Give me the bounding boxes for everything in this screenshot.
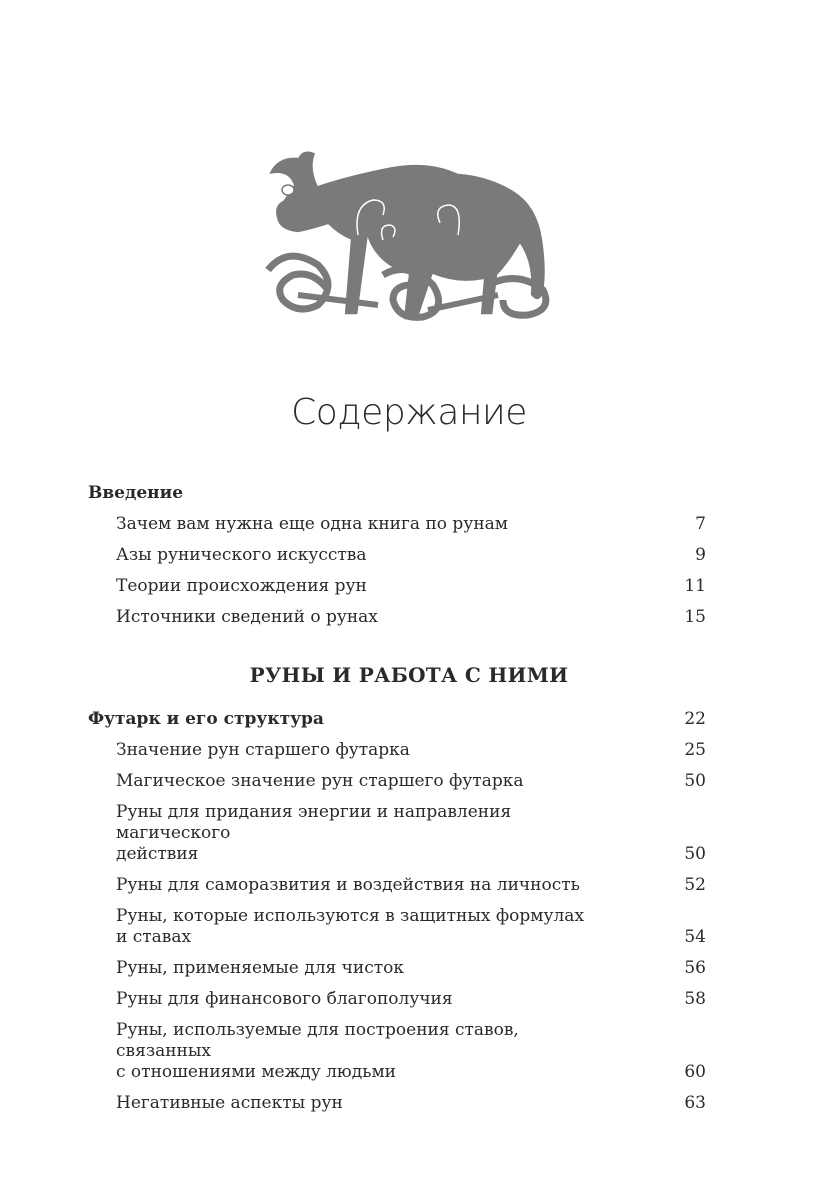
toc-item-page: 63 xyxy=(684,1093,706,1113)
toc-item[interactable] xyxy=(88,545,706,566)
toc-item-label-line2: с отношениями между людьми xyxy=(116,1062,397,1082)
toc-item-page: 11 xyxy=(684,576,706,596)
toc-item-label: Зачем вам нужна еще одна книга по рунам xyxy=(116,514,509,534)
toc-item-label-line1: Руны, которые используются в защитных формулах xyxy=(116,906,585,926)
toc-section-part xyxy=(88,709,706,1114)
toc-item-label: Руны, применяемые для чисток xyxy=(116,958,405,978)
toc-item-label: Значение рун старшего футарка xyxy=(116,740,410,760)
toc-chapter-label: Футарк и его структура xyxy=(88,709,324,729)
toc-item[interactable] xyxy=(88,906,706,948)
toc-item[interactable] xyxy=(88,1093,706,1114)
toc-item-page: 25 xyxy=(684,740,706,760)
toc-item-page: 50 xyxy=(684,844,706,864)
toc-item-label-wrap xyxy=(116,906,666,948)
toc-chapter-page: 22 xyxy=(684,709,706,729)
toc-item-label: Теории происхождения рун xyxy=(116,576,367,596)
toc-item[interactable] xyxy=(88,802,706,865)
toc-item-page: 15 xyxy=(684,607,706,627)
toc-item[interactable] xyxy=(88,576,706,597)
toc-item-page: 60 xyxy=(684,1062,706,1082)
toc-item-label: Источники сведений о рунах xyxy=(116,607,378,627)
toc-item[interactable] xyxy=(88,1020,706,1083)
toc-chapter-heading[interactable] xyxy=(88,483,706,504)
toc-item-page: 56 xyxy=(684,958,706,978)
toc-item-label: Азы рунического искусства xyxy=(116,545,367,565)
toc-item[interactable] xyxy=(88,740,706,761)
page-title: Содержание xyxy=(291,392,527,433)
toc-item-page: 7 xyxy=(695,514,706,534)
toc-item-label-line2: действия xyxy=(116,844,199,864)
toc-item-page: 52 xyxy=(684,875,706,895)
toc-item[interactable] xyxy=(88,514,706,535)
toc-chapter-label: Введение xyxy=(88,483,184,503)
toc-item-label: Руны для финансового благополучия xyxy=(116,989,453,1009)
toc-item-label-wrap xyxy=(116,802,666,865)
toc-item-label: Негативные аспекты рун xyxy=(116,1093,343,1113)
toc-item[interactable] xyxy=(88,607,706,628)
celtic-bull-illustration xyxy=(258,145,558,340)
toc-item-label: Магическое значение рун старшего футарка xyxy=(116,771,524,791)
toc-section-introduction xyxy=(88,483,706,628)
part-heading: РУНЫ И РАБОТА С НИМИ xyxy=(249,663,569,687)
toc-item[interactable] xyxy=(88,958,706,979)
toc-item[interactable] xyxy=(88,771,706,792)
toc-item-label-line2: и ставах xyxy=(116,927,192,947)
toc-item-page: 9 xyxy=(695,545,706,565)
toc-item-page: 58 xyxy=(684,989,706,1009)
toc-item-label-wrap xyxy=(116,1020,666,1083)
toc-item-label-line1: Руны, используемые для построения ставов, связанных xyxy=(116,1020,519,1061)
toc-chapter-heading[interactable] xyxy=(88,709,706,730)
toc-item-page: 50 xyxy=(684,771,706,791)
toc-item[interactable] xyxy=(88,875,706,896)
toc-item-label: Руны для саморазвития и воздействия на личность xyxy=(116,875,580,895)
toc-item-page: 54 xyxy=(684,927,706,947)
toc-item-label-line1: Руны для придания энергии и направления магического xyxy=(116,802,512,843)
toc-item[interactable] xyxy=(88,989,706,1010)
